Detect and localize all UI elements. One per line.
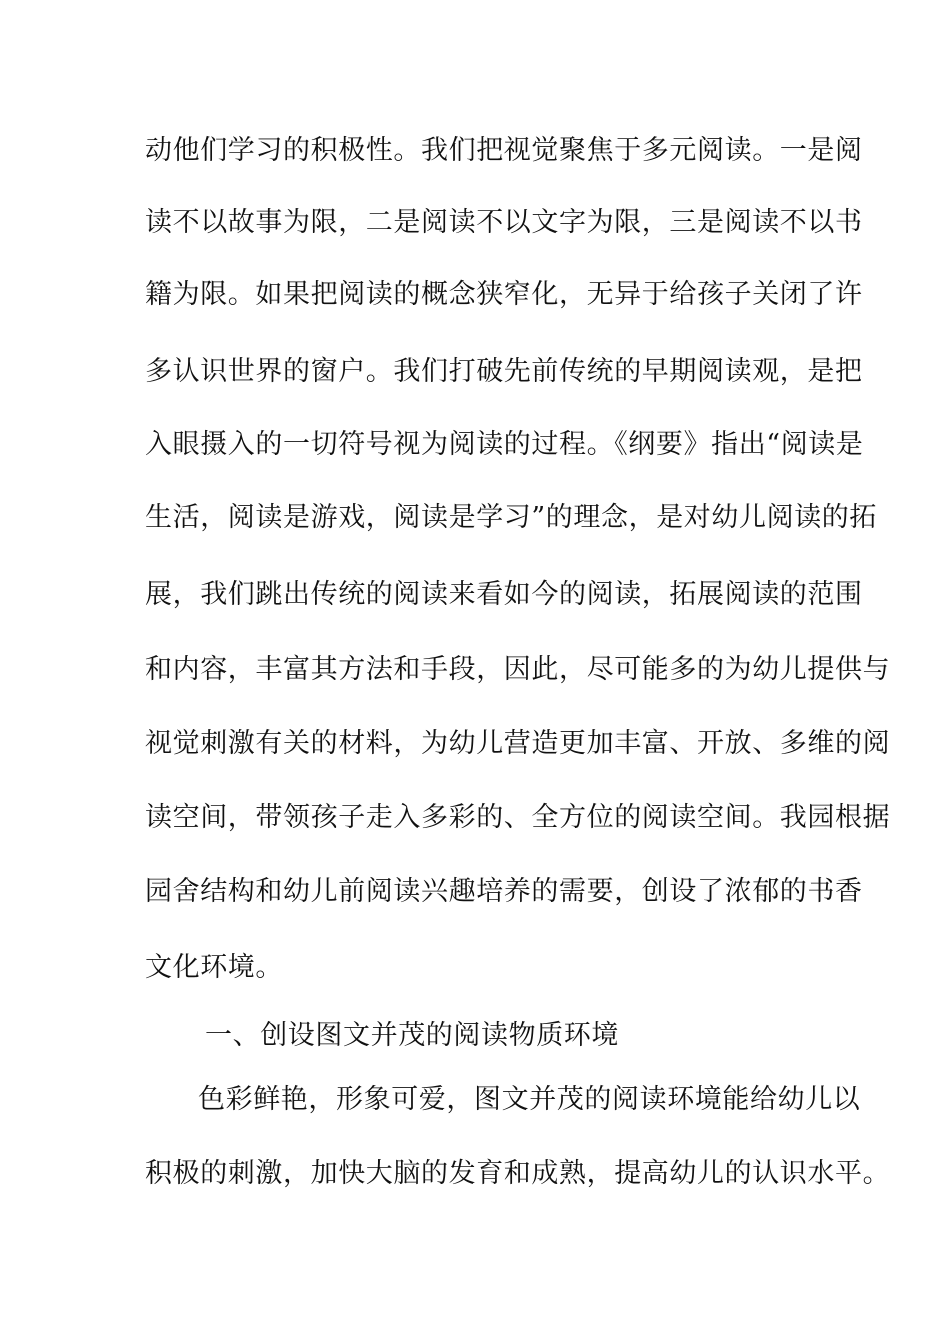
text-line-4: 多认识世界的窗户。我们打破先前传统的早期阅读观，是把 <box>145 356 863 387</box>
text-line-7: 展，我们跳出传统的阅读来看如今的阅读，拓展阅读的范围 <box>145 579 863 610</box>
text-line-9: 视觉刺激有关的材料，为幼儿营造更加丰富、开放、多维的阅 <box>145 728 891 759</box>
text-line-10: 读空间，带领孩子走入多彩的、全方位的阅读空间。我园根据 <box>145 802 891 833</box>
paragraph2-line-1: 色彩鲜艳，形象可爱，图文并茂的阅读环境能给幼儿以 <box>198 1084 861 1115</box>
text-line-8: 和内容，丰富其方法和手段，因此，尽可能多的为幼儿提供与 <box>145 654 891 685</box>
paragraph2-line-2: 积极的刺激，加快大脑的发育和成熟，提高幼儿的认识水平。 <box>145 1158 891 1189</box>
text-line-5: 入眼摄入的一切符号视为阅读的过程。《纲要》指出“阅读是 <box>145 429 864 460</box>
text-line-12: 文化环境。 <box>145 952 283 983</box>
text-line-3: 籍为限。如果把阅读的概念狭窄化，无异于给孩子关闭了许 <box>145 279 863 310</box>
section-heading: 一、创设图文并茂的阅读物质环境 <box>205 1020 619 1051</box>
text-line-1: 动他们学习的积极性。我们把视觉聚焦于多元阅读。一是阅 <box>145 135 863 166</box>
text-line-2: 读不以故事为限，二是阅读不以文字为限，三是阅读不以书 <box>145 207 863 238</box>
text-line-11: 园舍结构和幼儿前阅读兴趣培养的需要，创设了浓郁的书香 <box>145 876 863 907</box>
text-line-6: 生活，阅读是游戏，阅读是学习”的理念，是对幼儿阅读的拓 <box>145 502 878 533</box>
